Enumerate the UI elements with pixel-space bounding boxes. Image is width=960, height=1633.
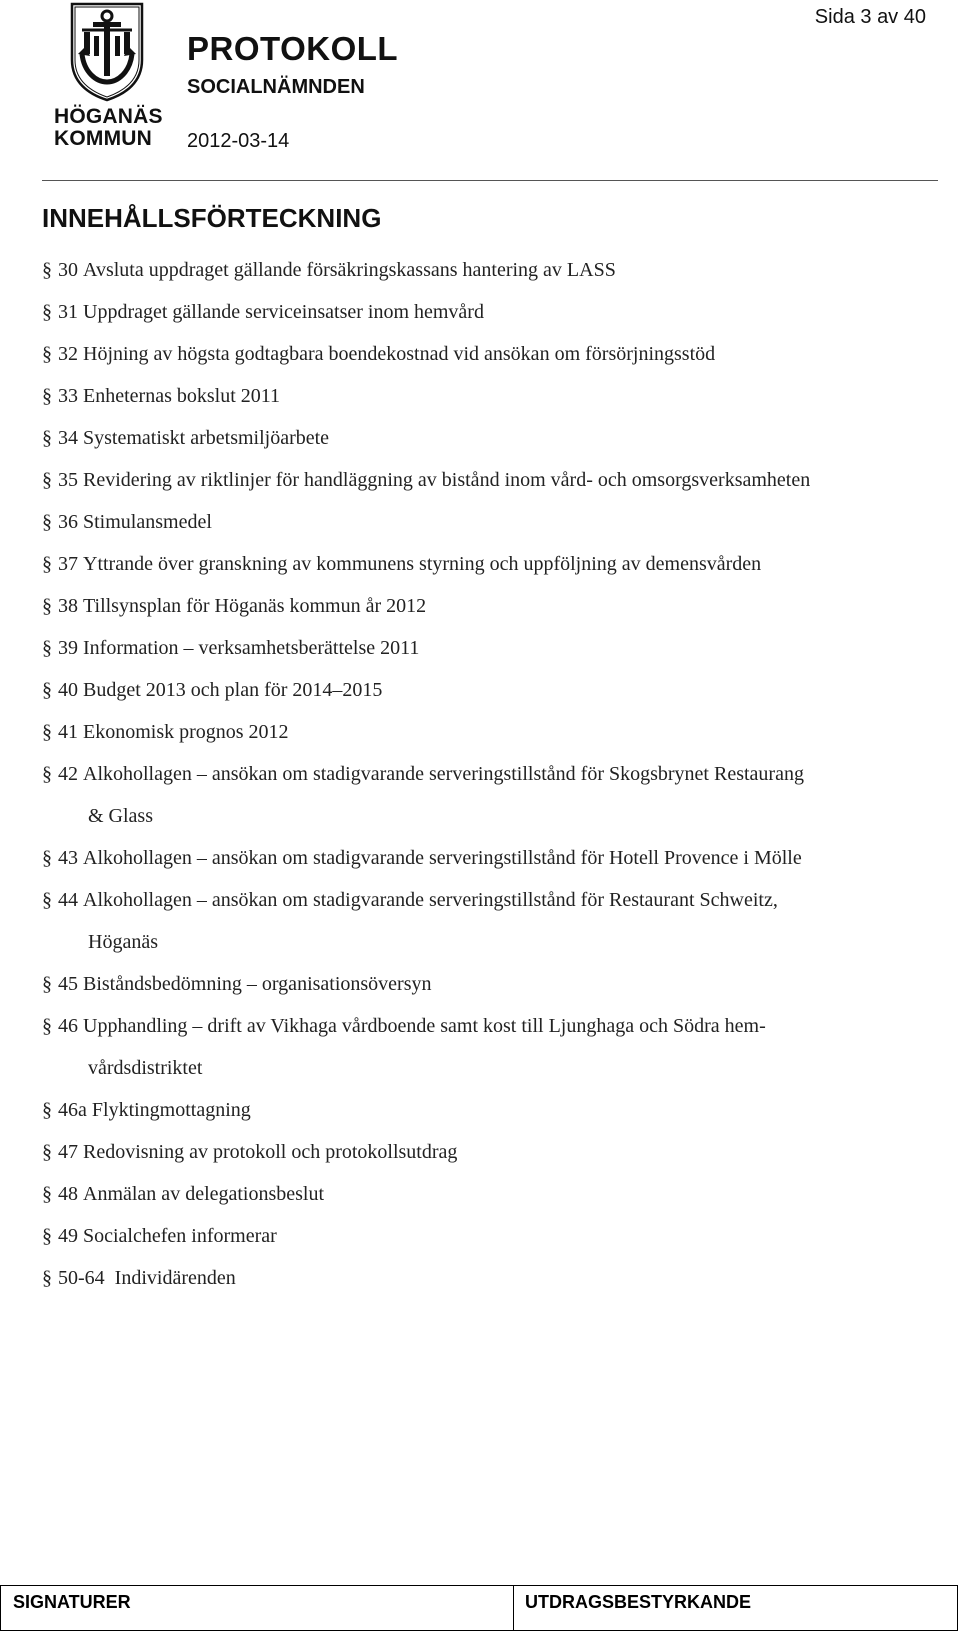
toc-item-number: 34: [58, 427, 78, 449]
toc-item-title: Socialchefen informerar: [83, 1225, 277, 1247]
toc-item-title-continued: & Glass: [88, 805, 153, 827]
toc-item-title: Yttrande över granskning av kommunens styrning och uppföljning av demensvården: [83, 553, 762, 575]
toc-item: [42, 1215, 947, 1257]
section-symbol-icon: §: [42, 1015, 52, 1037]
toc-item-number: 32: [58, 343, 78, 365]
toc-item-number: 33: [58, 385, 78, 407]
toc-item: [42, 627, 947, 669]
toc-item: [42, 501, 947, 543]
header-divider: [42, 180, 938, 181]
toc-item: [42, 1257, 947, 1299]
toc-item-title: Alkohollagen – ansökan om stadigvarande serveringstillstånd för Hotell Provence i Mölle: [83, 847, 802, 869]
section-symbol-icon: §: [42, 1225, 52, 1247]
toc-item-title: Alkohollagen – ansökan om stadigvarande serveringstillstånd för Restaurant Schweitz,: [83, 889, 778, 911]
section-symbol-icon: §: [42, 679, 52, 701]
toc-item-number: 48: [58, 1183, 78, 1205]
section-symbol-icon: §: [42, 427, 52, 449]
toc-item: [42, 711, 947, 753]
toc-item-number: 38: [58, 595, 78, 617]
toc-item: [42, 1173, 947, 1215]
footer-divider: [513, 1586, 514, 1630]
section-symbol-icon: §: [42, 385, 52, 407]
org-line-1: HÖGANÄS: [54, 105, 163, 128]
toc-item-title: Redovisning av protokoll och protokollsutdrag: [83, 1141, 458, 1163]
section-symbol-icon: §: [42, 259, 52, 281]
toc-item-number: 44: [58, 889, 78, 911]
toc-item: [42, 291, 947, 333]
toc-item-title: Avsluta uppdraget gällande försäkringskassans hantering av LASS: [83, 259, 616, 281]
toc-item-title-continued: Höganäs: [88, 931, 158, 953]
toc-item-number: 31: [58, 301, 78, 323]
toc-item-title: Alkohollagen – ansökan om stadigvarande serveringstillstånd för Skogsbrynet Restaurang: [83, 763, 804, 785]
toc-item-number: 42: [58, 763, 78, 785]
section-symbol-icon: §: [42, 1141, 52, 1163]
toc-item-title: Stimulansmedel: [83, 511, 212, 533]
section-symbol-icon: §: [42, 721, 52, 743]
toc-item-number: 36: [58, 511, 78, 533]
section-symbol-icon: §: [42, 343, 52, 365]
toc-list: [42, 249, 947, 1299]
toc-item: [42, 249, 947, 291]
toc-item-title: Systematiskt arbetsmiljöarbete: [83, 427, 330, 449]
section-symbol-icon: §: [42, 889, 52, 911]
toc-item-title: Upphandling – drift av Vikhaga vårdboende samt kost till Ljunghaga och Södra hem-: [83, 1015, 766, 1037]
toc-item: [42, 459, 947, 501]
toc-item-number: 46a: [58, 1099, 87, 1121]
toc-item-number: 45: [58, 973, 78, 995]
toc-item: [42, 1131, 947, 1173]
document-date: 2012-03-14: [187, 130, 290, 152]
section-symbol-icon: §: [42, 1267, 52, 1289]
signatures-label: SIGNATURER: [13, 1592, 131, 1612]
section-symbol-icon: §: [42, 511, 52, 533]
toc-item-continuation: [42, 795, 947, 837]
section-symbol-icon: §: [42, 595, 52, 617]
toc-item-continuation: [42, 1047, 947, 1089]
toc-item-title: Uppdraget gällande serviceinsatser inom hemvård: [83, 301, 484, 323]
toc-item-number: 40: [58, 679, 78, 701]
toc-item-title: Biståndsbedömning – organisationsöversyn: [83, 973, 432, 995]
toc-item-number: 41: [58, 721, 78, 743]
toc-item: [42, 543, 947, 585]
toc-item-title: Tillsynsplan för Höganäs kommun år 2012: [83, 595, 427, 617]
toc-item-title: Ekonomisk prognos 2012: [83, 721, 289, 743]
toc-item-title: Höjning av högsta godtagbara boendekostnad vid ansökan om försörjningsstöd: [83, 343, 716, 365]
toc-item-title: Information – verksamhetsberättelse 2011: [83, 637, 420, 659]
section-symbol-icon: §: [42, 847, 52, 869]
extract-label: UTDRAGSBESTYRKANDE: [525, 1592, 752, 1612]
toc-item-title: Individärenden: [109, 1267, 236, 1289]
document-subtitle: SOCIALNÄMNDEN: [187, 76, 365, 98]
municipality-name: [54, 106, 174, 150]
toc-heading: INNEHÅLLSFÖRTECKNING: [42, 203, 382, 233]
org-line-2: KOMMUN: [54, 127, 153, 150]
toc-item: [42, 753, 947, 795]
toc-item-number: 30: [58, 259, 78, 281]
toc-item-number: 39: [58, 637, 78, 659]
toc-item: [42, 1005, 947, 1047]
toc-item: [42, 333, 947, 375]
toc-item: [42, 879, 947, 921]
section-symbol-icon: §: [42, 763, 52, 785]
section-symbol-icon: §: [42, 553, 52, 575]
section-symbol-icon: §: [42, 637, 52, 659]
section-symbol-icon: §: [42, 1183, 52, 1205]
toc-item: [42, 1089, 947, 1131]
toc-item-title: Revidering av riktlinjer för handläggning av bistånd inom vård- och omsorgsverksamheten: [83, 469, 811, 491]
document-title: PROTOKOLL: [187, 30, 399, 67]
toc-item-number: 43: [58, 847, 78, 869]
toc-item-title: Budget 2013 och plan för 2014–2015: [83, 679, 383, 701]
toc-item: [42, 837, 947, 879]
toc-item: [42, 669, 947, 711]
toc-item-title: Anmälan av delegationsbeslut: [83, 1183, 325, 1205]
section-symbol-icon: §: [42, 301, 52, 323]
signature-footer: [0, 1585, 958, 1631]
toc-item-continuation: [42, 921, 947, 963]
toc-item-number: 46: [58, 1015, 78, 1037]
toc-item-number: 47: [58, 1141, 78, 1163]
toc-item: [42, 585, 947, 627]
toc-item-number: 35: [58, 469, 78, 491]
section-symbol-icon: §: [42, 469, 52, 491]
toc-item-number: 49: [58, 1225, 78, 1247]
toc-item: [42, 963, 947, 1005]
toc-item: [42, 375, 947, 417]
toc-item: [42, 417, 947, 459]
page-number: Sida 3 av 40: [814, 6, 926, 28]
section-symbol-icon: §: [42, 973, 52, 995]
section-symbol-icon: §: [42, 1099, 52, 1121]
toc-item-title: Flyktingmottagning: [91, 1099, 251, 1121]
toc-item-title-continued: vårdsdistriktet: [88, 1057, 203, 1079]
toc-item-number: 37: [58, 553, 78, 575]
toc-item-number: 50-64: [58, 1267, 105, 1289]
toc-item-title: Enheternas bokslut 2011: [83, 385, 281, 407]
